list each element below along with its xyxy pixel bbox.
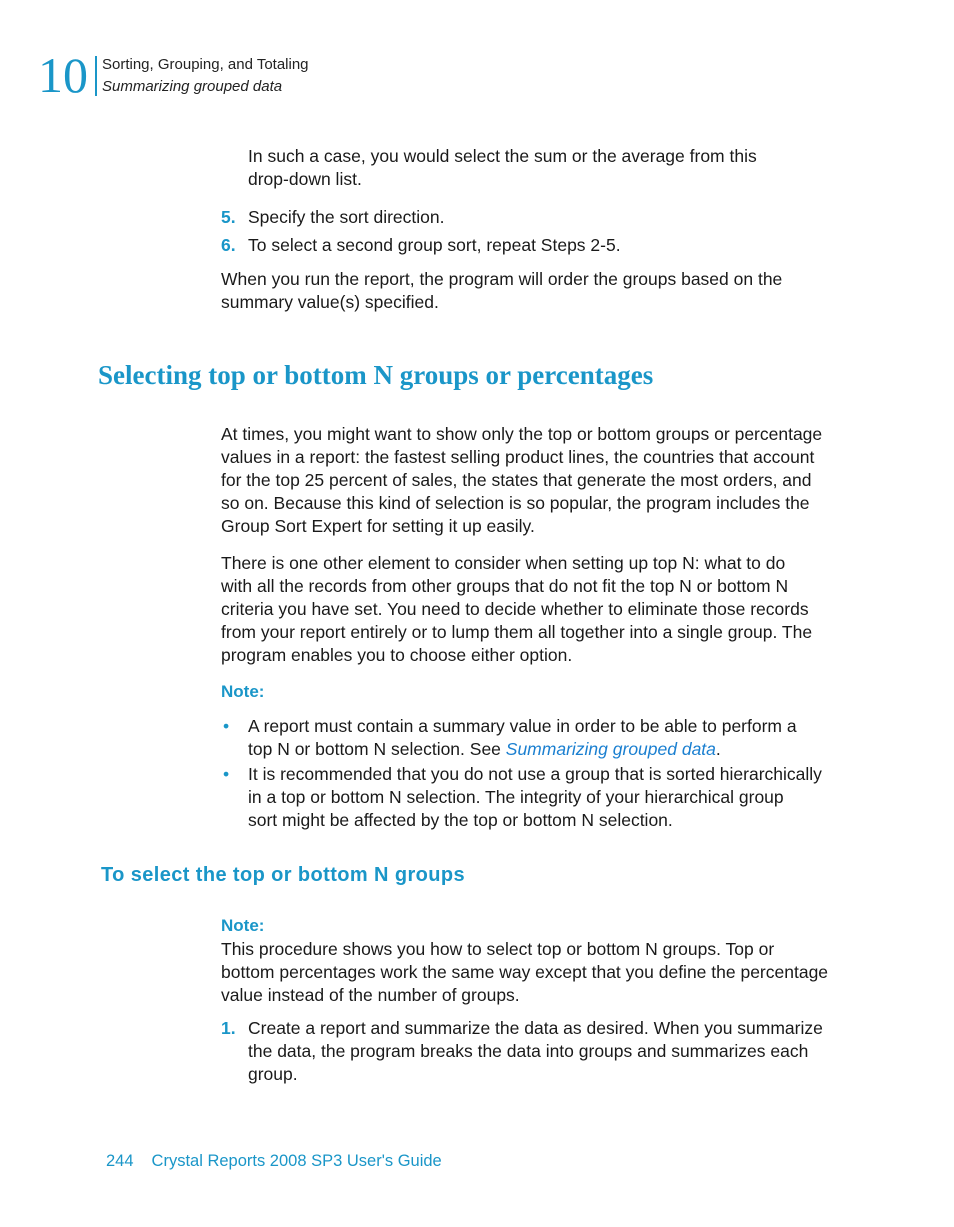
text-line: Create a report and summarize the data as desired. When you summarize — [248, 1018, 823, 1038]
step-number: 1. — [221, 1018, 236, 1038]
text-line: value instead of the number of groups. — [221, 985, 520, 1005]
text-line: There is one other element to consider when setting up top N: what to do — [221, 553, 786, 573]
run-report-paragraph — [221, 268, 782, 314]
text-line: bottom percentages work the same way except that you define the percentage — [221, 962, 829, 982]
text-line: values in a report: the fastest selling product lines, the countries that account — [221, 447, 815, 467]
summarizing-grouped-data-link[interactable]: Summarizing grouped data — [505, 739, 716, 759]
text-line: summary value(s) specified. — [221, 292, 439, 312]
page-footer — [106, 1151, 442, 1171]
text-line: for the top 25 percent of sales, the states that generate the most orders, and — [221, 470, 812, 490]
running-section-title: Summarizing grouped data — [102, 78, 283, 95]
note-label: Note: — [221, 916, 265, 935]
text-line: Group Sort Expert for setting it up easily. — [221, 516, 535, 536]
bullet-item — [248, 715, 797, 761]
text-line: group. — [248, 1064, 298, 1084]
step-text — [248, 1017, 823, 1086]
note-text — [221, 938, 828, 1007]
text-line: drop-down list. — [248, 169, 362, 189]
text-line: It is recommended that you do not use a group that is sorted hierarchically — [248, 764, 822, 784]
step-text: Specify the sort direction. — [248, 207, 445, 227]
text-line: In such a case, you would select the sum or the average from this — [248, 146, 757, 166]
book-title: Crystal Reports 2008 SP3 User's Guide — [151, 1152, 442, 1170]
text-line: sort might be affected by the top or bottom N selection. — [248, 810, 673, 830]
text-line: with all the records from other groups that do not fit the top N or bottom N — [221, 576, 789, 596]
chapter-number: 10 — [38, 47, 88, 103]
text-line: When you run the report, the program will order the groups based on the — [221, 269, 783, 289]
text-line: the data, the program breaks the data into groups and summarizes each — [248, 1041, 809, 1061]
section-heading: Selecting top or bottom N groups or percentages — [98, 360, 654, 390]
text-line: so on. Because this kind of selection is so popular, the program includes the — [221, 493, 810, 513]
text-line: from your report entirely or to lump them all together into a single group. The — [221, 622, 813, 642]
continuation-paragraph — [248, 145, 757, 191]
paragraph-intro — [221, 423, 822, 538]
page-number: 244 — [106, 1152, 134, 1170]
text-line: This procedure shows you how to select top or bottom N groups. Top or — [221, 939, 775, 959]
bullet-marker: • — [223, 764, 230, 784]
chapter-title: Sorting, Grouping, and Totaling — [102, 56, 309, 73]
bullet-marker: • — [223, 716, 230, 736]
text-line: A report must contain a summary value in order to be able to perform a — [248, 716, 797, 736]
paragraph-other-element — [221, 552, 812, 667]
step-text: To select a second group sort, repeat Steps 2-5. — [248, 235, 621, 255]
text-line: criteria you have set. You need to decide whether to eliminate those records — [221, 599, 809, 619]
note-label: Note: — [221, 682, 265, 701]
text-line: At times, you might want to show only the top or bottom groups or percentage — [221, 424, 823, 444]
step-number: 5. — [221, 207, 236, 227]
chapter-divider — [95, 56, 97, 96]
step-number: 6. — [221, 235, 236, 255]
bullet-item — [248, 763, 822, 832]
text-line: in a top or bottom N selection. The integrity of your hierarchical group — [248, 787, 784, 807]
text-line — [248, 738, 797, 761]
subsection-heading: To select the top or bottom N groups — [101, 864, 466, 886]
text-fragment: . — [715, 739, 721, 759]
text-line: program enables you to choose either option. — [221, 645, 573, 665]
text-fragment: top N or bottom N selection. See — [248, 739, 506, 759]
